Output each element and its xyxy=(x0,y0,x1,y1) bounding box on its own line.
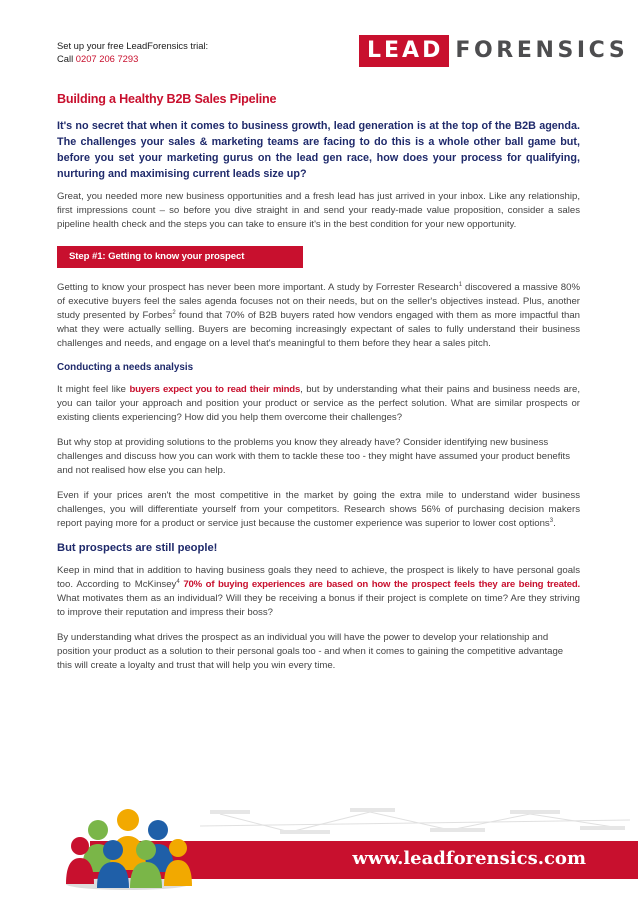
highlight-mckinsey: 70% of buying experiences are based on how the prospect feels they are being treated. xyxy=(179,579,580,590)
network-diagram-graphic xyxy=(200,806,630,840)
paragraph-why-stop: But why stop at providing solutions to the problems you know they already have? Consider identifying new business challenges and discuss how you can work with them to tackle these too - they might have assumed your product benefits and not realised how else you can help. xyxy=(57,437,571,476)
article-body xyxy=(57,92,580,684)
call-label: Call xyxy=(57,53,74,64)
subheading-still-people: But prospects are still people! xyxy=(57,542,218,554)
people-group-icon xyxy=(58,800,198,890)
paragraph-getting-to-know: Getting to know your prospect has never been more important. A study by Forrester Research$^1$ discovered a massive 80% of executive buyers feel the sales agenda focuses not on their needs, but on the seller's objectives instead. Plus, another study presented by Forbes$^2$ found that 70% of B2B buyers rated how vendors engaged with them as more impactful than what they were actually selling. Buyers are becoming increasingly expectant of sales to fully understand their business challenges and needs, and engage on a level that's meaningful to them before they hear a sales pitch. xyxy=(57,281,580,349)
paragraph-prices: Even if your prices aren't the most competitive in the market by going the extra mile to understand wider business challenges, you will differentiate yourself from your competitors. Research shows 56% of purchasing decision makers report paying more for a product or service just because the customer experience was superior to lower cost options$^3$. xyxy=(57,490,580,529)
subheading-needs-analysis: Conducting a needs analysis xyxy=(57,362,194,373)
paragraph-personal-goals: Keep in mind that in addition to having business goals they need to achieve, the prospect is likely to have personal goals too. According to McKinsey$^4$ 70% of buying experiences are based on how the prospect feels they are being treated. What motivates them as an individual? Will they be receiving a bonus if their project is complete on time? Are they striving to improve their reputation and impress their boss? xyxy=(57,565,580,618)
page-footer xyxy=(0,800,638,903)
website-url[interactable]: www.leadforensics.com xyxy=(352,848,586,869)
intro-paragraph: It's no secret that when it comes to business growth, lead generation is at the top of the B2B agenda. The challenges your sales & marketing teams are facing to do this is a whole other ball game but, before you set your marketing gurus on the lead gen race, how does your process for qualifying, nurturing and maximising current leads size up? xyxy=(57,120,580,180)
logo-lead: LEAD xyxy=(359,35,449,67)
call-row xyxy=(57,52,208,65)
trial-text: Set up your free LeadForensics trial: xyxy=(57,40,209,51)
paragraph-understanding-drives: By understanding what drives the prospect as an individual you will have the power to develop your relationship and position your product as a solution to their personal goals too - and when it comes to gaining the competitive advantage this will create a loyalty and trust that will help you win every time. xyxy=(57,632,564,671)
paragraph-read-minds: It might feel like buyers expect you to read their minds, but by understanding what their pains and business needs are, you can tailor your approach and position your product or service as the perfect solution. What are similar prospects or existing clients experiencing? How did you help them overcome their challenges? xyxy=(57,384,580,423)
logo-forensics: FORENSICS xyxy=(455,38,629,63)
phone-number[interactable]: 0207 206 7293 xyxy=(75,53,139,64)
step-1-banner: Step #1: Getting to know your prospect xyxy=(57,246,303,268)
paragraph-great: Great, you needed more new business opportunities and a fresh lead has just arrived in your inbox. Like any relationship, first impressions count – so before you dive straight in and send your ready-made value proposition, consider a sales pipeline health check and the steps you can take to ensure it's in the best condition for your new opportunity. xyxy=(57,191,580,230)
lead-forensics-logo xyxy=(359,35,628,67)
trial-callout xyxy=(57,39,208,65)
article-title: Building a Healthy B2B Sales Pipeline xyxy=(57,92,277,106)
highlight-read-minds: buyers expect you to read their minds xyxy=(129,384,301,395)
